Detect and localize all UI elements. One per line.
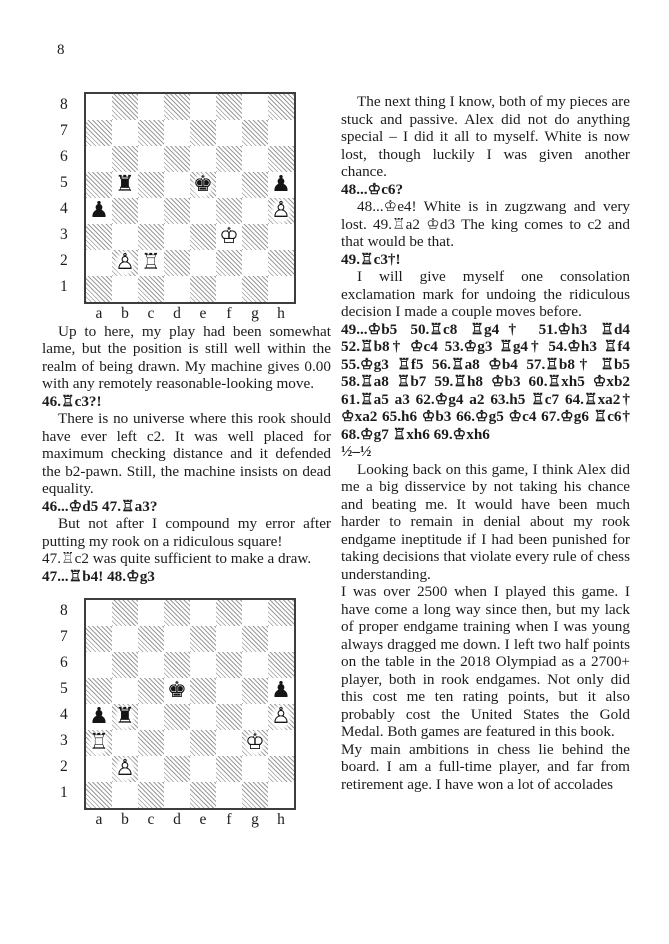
black-king-d5: ♚ (164, 678, 190, 704)
square-g5 (242, 678, 268, 704)
square-d7 (164, 626, 190, 652)
chess-board (84, 598, 296, 810)
square-b8 (112, 94, 138, 120)
square-d5 (164, 172, 190, 198)
square-h5 (268, 172, 294, 198)
rank-label-5: 5 (60, 174, 68, 192)
square-f7 (216, 120, 242, 146)
square-g1 (242, 782, 268, 808)
square-b6 (112, 652, 138, 678)
square-d3 (164, 224, 190, 250)
square-e8 (190, 600, 216, 626)
white-king-g3: ♔ (242, 730, 268, 756)
square-c6 (138, 652, 164, 678)
rank-label-2: 2 (60, 758, 68, 776)
square-f1 (216, 276, 242, 302)
square-e3 (190, 730, 216, 756)
square-b2 (112, 250, 138, 276)
square-g1 (242, 276, 268, 302)
square-a6 (86, 652, 112, 678)
square-b1 (112, 782, 138, 808)
rank-label-3: 3 (60, 226, 68, 244)
paragraph: The next thing I know, both of my pieces are stuck and passive. Alex did not do anything special – I did it all to myself. White is now lost, though luckily I was given another chance. (341, 93, 630, 180)
square-f8 (216, 94, 242, 120)
square-h7 (268, 120, 294, 146)
square-b7 (112, 120, 138, 146)
square-g2 (242, 756, 268, 782)
left-column (42, 86, 331, 829)
square-a8 (86, 94, 112, 120)
white-pawn-h4: ♙ (268, 704, 294, 730)
square-a2 (86, 250, 112, 276)
square-g8 (242, 600, 268, 626)
square-h6 (268, 146, 294, 172)
paragraph: But not after I compound my error after putting my rook on a ridiculous square! (42, 515, 331, 550)
square-f2 (216, 250, 242, 276)
square-f6 (216, 652, 242, 678)
square-a7 (86, 626, 112, 652)
file-label-f: f (226, 811, 232, 828)
square-f7 (216, 626, 242, 652)
square-h7 (268, 626, 294, 652)
square-e6 (190, 146, 216, 172)
square-b5 (112, 678, 138, 704)
square-c4 (138, 704, 164, 730)
square-d4 (164, 198, 190, 224)
black-pawn-h5: ♟ (268, 678, 294, 704)
square-c2 (138, 250, 164, 276)
square-d2 (164, 756, 190, 782)
file-label-e: e (199, 811, 207, 828)
file-label-c: c (147, 811, 155, 828)
paragraph: 48...♔e4! White is in zugzwang and very lost. 49.♖a2 ♔d3 The king comes to c2 and that would be that. (341, 198, 630, 250)
square-e1 (190, 782, 216, 808)
square-d6 (164, 146, 190, 172)
square-c1 (138, 276, 164, 302)
white-rook-c2: ♖ (138, 250, 164, 276)
square-f8 (216, 600, 242, 626)
square-h8 (268, 94, 294, 120)
square-d1 (164, 782, 190, 808)
paragraph: I was over 2500 when I played this game. I have come a long way since then, but my lack of proper endgame training when I was young always dragged me down. I left two half points on the table in the 2018 Olympiad as a 2700+ player, both in rook endgames. Not only did this cost me ten rating points, but it also probably cost the United States the Gold Medal. Both games are featured in this book. (341, 583, 630, 740)
paragraph: My main ambitions in chess lie behind the board. I am a full-time player, and far from retirement age. I have won a lot of accolades (341, 740, 630, 793)
rank-label-8: 8 (60, 602, 68, 620)
rank-label-6: 6 (60, 148, 68, 166)
square-a8 (86, 600, 112, 626)
rank-label-7: 7 (60, 122, 68, 140)
square-h5 (268, 678, 294, 704)
square-e3 (190, 224, 216, 250)
rank-label-4: 4 (60, 706, 68, 724)
rank-label-6: 6 (60, 654, 68, 672)
paragraph: I will give myself one consolation exclamation mark for undoing the ridiculous decision I made a couple moves before. (341, 268, 630, 320)
square-h8 (268, 600, 294, 626)
square-a6 (86, 146, 112, 172)
file-label-h: h (277, 811, 285, 828)
square-d7 (164, 120, 190, 146)
square-c3 (138, 730, 164, 756)
rank-label-2: 2 (60, 252, 68, 270)
file-label-h: h (277, 305, 285, 322)
square-f3 (216, 224, 242, 250)
square-e5 (190, 172, 216, 198)
white-pawn-h4: ♙ (268, 198, 294, 224)
square-e2 (190, 250, 216, 276)
square-f5 (216, 172, 242, 198)
square-e6 (190, 652, 216, 678)
file-label-c: c (147, 305, 155, 322)
file-labels (86, 811, 331, 829)
file-label-b: b (121, 811, 129, 828)
chess-diagram-top (58, 92, 331, 323)
rank-label-5: 5 (60, 680, 68, 698)
square-b8 (112, 600, 138, 626)
file-label-e: e (199, 305, 207, 322)
move-heading: 46.♖c3?! (42, 392, 102, 410)
rank-label-1: 1 (60, 784, 68, 802)
black-king-e5: ♚ (190, 172, 216, 198)
square-g8 (242, 94, 268, 120)
chess-diagram-bottom (58, 598, 331, 829)
rank-label-1: 1 (60, 278, 68, 296)
square-a5 (86, 678, 112, 704)
rank-labels (58, 598, 84, 810)
square-f4 (216, 198, 242, 224)
square-d1 (164, 276, 190, 302)
square-h2 (268, 250, 294, 276)
square-e1 (190, 276, 216, 302)
file-label-g: g (251, 811, 259, 828)
square-c7 (138, 626, 164, 652)
square-c5 (138, 678, 164, 704)
square-c5 (138, 172, 164, 198)
right-column (341, 86, 630, 829)
move-heading: 47...♖b4! 48.♔g3 (42, 567, 155, 585)
variation-line: 47.♖c2 was quite sufficient to make a draw. (42, 550, 312, 567)
square-h6 (268, 652, 294, 678)
square-b3 (112, 730, 138, 756)
square-d5 (164, 678, 190, 704)
white-rook-a3: ♖ (86, 730, 112, 756)
file-label-f: f (226, 305, 232, 322)
square-f5 (216, 678, 242, 704)
square-g3 (242, 224, 268, 250)
square-d8 (164, 600, 190, 626)
square-c2 (138, 756, 164, 782)
square-f2 (216, 756, 242, 782)
black-pawn-a4: ♟ (86, 198, 112, 224)
file-label-b: b (121, 305, 129, 322)
game-result: ½–½ (341, 443, 372, 460)
square-b1 (112, 276, 138, 302)
paragraph: There is no universe where this rook should have ever left c2. It was well placed for maximum checking distance and it defended the b2-pawn. Still, the machine insists on dead equality. (42, 410, 331, 497)
square-h1 (268, 276, 294, 302)
move-heading: 46...♔d5 47.♖a3? (42, 497, 158, 515)
rank-labels (58, 92, 84, 304)
square-c4 (138, 198, 164, 224)
square-a4 (86, 704, 112, 730)
page-content (42, 86, 630, 829)
square-e8 (190, 94, 216, 120)
square-a7 (86, 120, 112, 146)
square-d8 (164, 94, 190, 120)
square-b7 (112, 626, 138, 652)
square-c7 (138, 120, 164, 146)
square-d2 (164, 250, 190, 276)
square-b2 (112, 756, 138, 782)
square-a1 (86, 276, 112, 302)
square-a3 (86, 224, 112, 250)
white-king-f3: ♔ (216, 224, 242, 250)
square-h3 (268, 730, 294, 756)
move-heading: 48...♔c6? (341, 180, 404, 198)
paragraph: Up to here, my play had been somewhat lame, but the position is still well within the realm of being drawn. My machine gives 0.00 with any remotely reasonable-looking move. (42, 322, 331, 392)
paragraph: Looking back on this game, I think Alex did me a big disservice by not taking his chance and beating me. It would have been much harder to remain in denial about my rook endgame ineptitude if I had been punished for taking decisions that violate every rule of chess understanding. (341, 460, 630, 583)
square-a3 (86, 730, 112, 756)
square-b6 (112, 146, 138, 172)
file-label-d: d (173, 811, 181, 828)
file-label-a: a (95, 811, 103, 828)
square-g7 (242, 626, 268, 652)
square-b3 (112, 224, 138, 250)
game-moves: 49...♔b5 50.♖c8 ♖g4† 51.♔h3 ♖d4 52.♖b8† ♔c4 53.♔g3 ♖g4† 54.♔h3 ♖f4 55.♔g3 ♖f5 56.♖a8 ♔b4 57.♖b8† ♖b5 58.♖a8 ♖b7 59.♖h8 ♔b3 60.♖xh5 ♔xb2 61.♖a5 a3 62.♔g4 a2 63.h5 ♖c7 64.♖xa2† ♔xa2 65.h6 ♔b3 66.♔g5 ♔c4 67.♔g6 ♖c6† 68.♔g7 ♖xh6 69.♔xh6 (341, 320, 630, 443)
black-rook-b4: ♜ (112, 704, 138, 730)
square-f4 (216, 704, 242, 730)
square-e4 (190, 198, 216, 224)
square-g7 (242, 120, 268, 146)
square-c8 (138, 94, 164, 120)
square-e4 (190, 704, 216, 730)
square-a2 (86, 756, 112, 782)
file-label-d: d (173, 305, 181, 322)
rank-label-4: 4 (60, 200, 68, 218)
file-label-a: a (95, 305, 103, 322)
chess-board (84, 92, 296, 304)
move-heading: 49.♖c3†! (341, 250, 401, 268)
square-c8 (138, 600, 164, 626)
square-c6 (138, 146, 164, 172)
square-f3 (216, 730, 242, 756)
square-e7 (190, 120, 216, 146)
square-f1 (216, 782, 242, 808)
square-b5 (112, 172, 138, 198)
square-g2 (242, 250, 268, 276)
square-a1 (86, 782, 112, 808)
black-rook-b5: ♜ (112, 172, 138, 198)
file-labels (86, 305, 331, 323)
rank-label-3: 3 (60, 732, 68, 750)
square-c1 (138, 782, 164, 808)
square-e7 (190, 626, 216, 652)
square-h2 (268, 756, 294, 782)
square-g4 (242, 704, 268, 730)
square-d6 (164, 652, 190, 678)
square-g3 (242, 730, 268, 756)
white-pawn-b2: ♙ (112, 250, 138, 276)
square-d4 (164, 704, 190, 730)
black-pawn-a4: ♟ (86, 704, 112, 730)
square-g5 (242, 172, 268, 198)
file-label-g: g (251, 305, 259, 322)
black-pawn-h5: ♟ (268, 172, 294, 198)
square-h1 (268, 782, 294, 808)
square-d3 (164, 730, 190, 756)
page-number: 8 (57, 42, 65, 58)
square-h4 (268, 704, 294, 730)
square-h4 (268, 198, 294, 224)
square-b4 (112, 704, 138, 730)
rank-label-7: 7 (60, 628, 68, 646)
rank-label-8: 8 (60, 96, 68, 114)
square-f6 (216, 146, 242, 172)
white-pawn-b2: ♙ (112, 756, 138, 782)
square-g6 (242, 652, 268, 678)
square-a4 (86, 198, 112, 224)
square-b4 (112, 198, 138, 224)
square-g4 (242, 198, 268, 224)
square-e5 (190, 678, 216, 704)
square-g6 (242, 146, 268, 172)
square-c3 (138, 224, 164, 250)
square-e2 (190, 756, 216, 782)
square-h3 (268, 224, 294, 250)
square-a5 (86, 172, 112, 198)
